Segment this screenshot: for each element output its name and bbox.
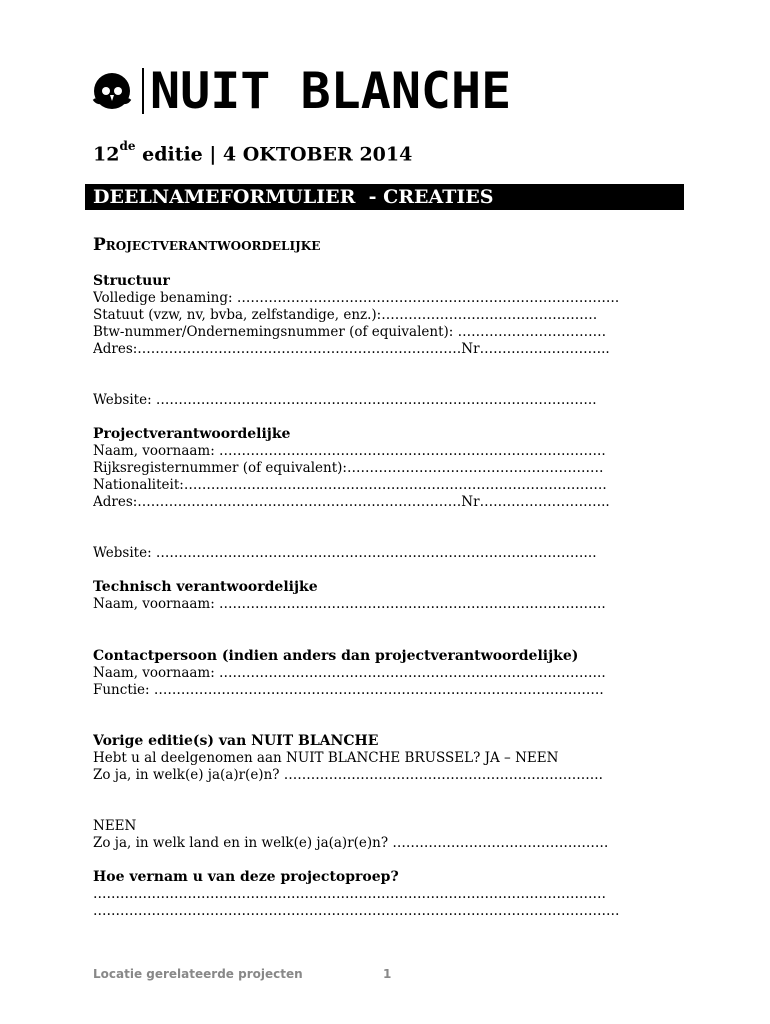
page-number: 1 (383, 967, 392, 981)
field-nationaliteit[interactable]: Nationaliteit:…………………………………………………………………………………. (93, 477, 607, 493)
question-brussel[interactable]: Hebt u al deelgenomen aan NUIT BLANCHE BRUSSEL? JA – NEEN (93, 750, 559, 766)
edition-date: editie | 4 OKTOBER 2014 (135, 143, 413, 166)
nuit-blanche-logo (90, 62, 512, 120)
oproep-heading: Hoe vernam u van deze projectoproep? (93, 869, 399, 885)
field-oproep-line-2[interactable]: ……………………………………………………………………………………………………… (93, 903, 620, 919)
field-adres[interactable]: Adres:………………………………………………………………Nr……………………….. (93, 341, 610, 357)
field-adres[interactable]: Adres:………………………………………………………………Nr……………………….. (93, 494, 610, 510)
field-naam[interactable]: Naam, voornaam: ………………………………………………………………………….. (93, 596, 606, 612)
field-oproep-line-1[interactable]: …………………………………………………………………………………………………… (93, 886, 606, 902)
footer-text: Locatie gerelateerde projecten (93, 967, 303, 981)
field-btw-nummer[interactable]: Btw-nummer/Ondernemingsnummer (of equivalent): …………………………… (93, 324, 607, 340)
field-naam[interactable]: Naam, voornaam: ………………………………………………………………………….. (93, 665, 606, 681)
contact-heading: Contactpersoon (indien anders dan projectverantwoordelijke) (93, 648, 579, 664)
field-rijksregisternummer[interactable]: Rijksregisternummer (of equivalent):………………………………………………… (93, 460, 604, 476)
edition-suffix: de (119, 139, 136, 153)
section-heading: Projectverantwoordelijke (93, 235, 321, 255)
field-land-jaren[interactable]: Zo ja, in welk land en in welk(e) ja(a)r(e)n? ………………………………………… (93, 835, 609, 851)
field-statuut[interactable]: Statuut (vzw, nv, bvba, zelfstandige, enz.):………………………………………… (93, 307, 598, 323)
owl-emblem-icon (90, 69, 134, 113)
field-website[interactable]: Website: …………………………………………………………………………………….. (93, 392, 597, 408)
field-jaren-brussel[interactable]: Zo ja, in welk(e) ja(a)r(e)n? …………………………………………………………….. (93, 767, 603, 783)
vorige-heading: Vorige editie(s) van NUIT BLANCHE (93, 733, 379, 749)
field-functie[interactable]: Functie: ………………………………………………………………………………………. (93, 682, 604, 698)
field-naam[interactable]: Naam, voornaam: ………………………………………………………………………….. (93, 443, 606, 459)
logo-wordmark: NUIT BLANCHE (150, 62, 512, 120)
page-footer (93, 966, 392, 982)
answer-neen[interactable]: NEEN (93, 818, 137, 834)
field-volledige-benaming[interactable]: Volledige benaming: …………………………………………………………………………. (93, 290, 620, 306)
structuur-heading: Structuur (93, 273, 170, 289)
edition-line (93, 136, 412, 167)
field-website[interactable]: Website: …………………………………………………………………………………….. (93, 545, 597, 561)
form-title-banner (85, 184, 684, 210)
project-heading: Projectverantwoordelijke (93, 426, 291, 442)
logo-divider (142, 68, 144, 114)
edition-number: 12 (93, 143, 120, 166)
technisch-heading: Technisch verantwoordelijke (93, 579, 318, 595)
form-title: DEELNAMEFORMULIER - CREATIES (93, 186, 494, 208)
